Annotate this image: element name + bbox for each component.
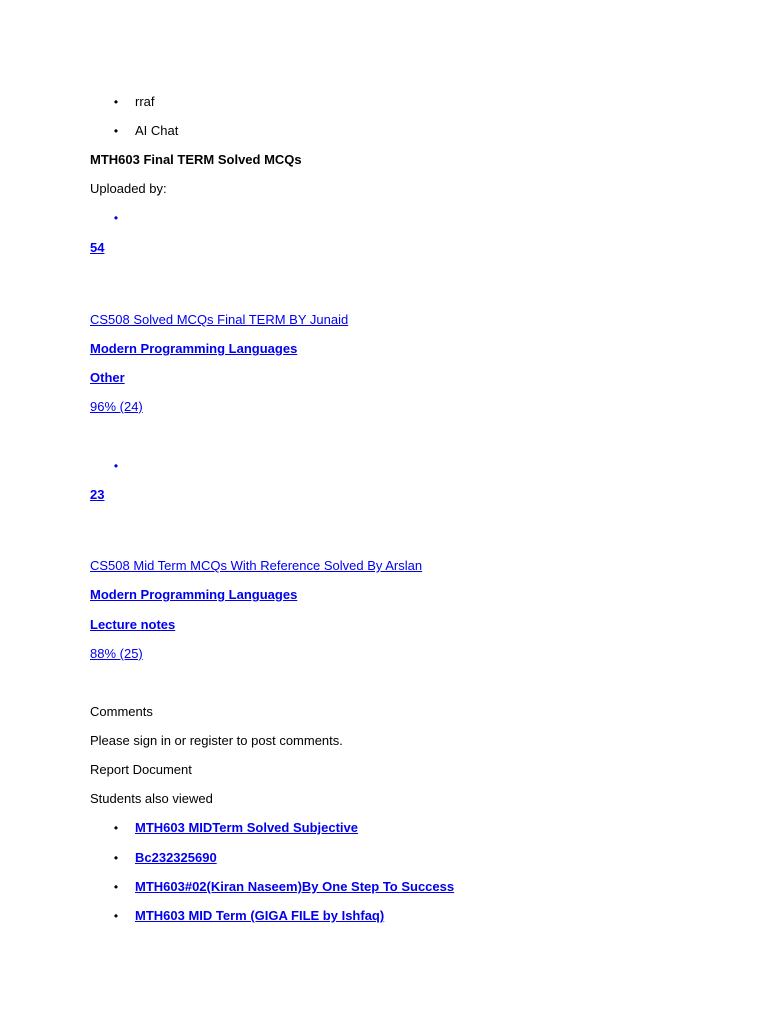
like-count-link[interactable]: 54 bbox=[90, 240, 105, 255]
document-title: MTH603 Final TERM Solved MCQs bbox=[90, 152, 302, 167]
like-count-link[interactable]: 23 bbox=[90, 487, 105, 502]
bullet-icon: • bbox=[113, 821, 119, 835]
related-doc-title-link[interactable]: CS508 Mid Term MCQs With Reference Solved By Arslan bbox=[90, 558, 423, 573]
bullet-icon: • bbox=[113, 95, 119, 109]
nav-item-ai-chat[interactable]: AI Chat bbox=[135, 123, 179, 138]
also-viewed-link[interactable]: Bc232325690 bbox=[135, 850, 217, 865]
bullet-icon: • bbox=[113, 909, 119, 923]
category-link[interactable]: Lecture notes bbox=[90, 617, 176, 632]
related-doc-title-link[interactable]: CS508 Solved MCQs Final TERM BY Junaid bbox=[90, 312, 349, 327]
bullet-icon: • bbox=[113, 211, 119, 225]
bullet-icon: • bbox=[113, 880, 119, 894]
also-viewed-link[interactable]: MTH603 MID Term (GIGA FILE by Ishfaq) bbox=[135, 908, 385, 923]
students-also-viewed-heading: Students also viewed bbox=[90, 791, 213, 806]
comments-heading: Comments bbox=[90, 704, 153, 719]
rating-link[interactable]: 96% (24) bbox=[90, 399, 143, 414]
bullet-icon: • bbox=[113, 124, 119, 138]
also-viewed-link[interactable]: MTH603 MIDTerm Solved Subjective bbox=[135, 820, 358, 835]
course-link[interactable]: Modern Programming Languages bbox=[90, 587, 298, 602]
comments-sign-in-prompt[interactable]: Please sign in or register to post comments. bbox=[90, 733, 343, 748]
uploaded-by-label: Uploaded by: bbox=[90, 181, 167, 196]
bullet-icon: • bbox=[113, 851, 119, 865]
nav-item-rraf[interactable]: rraf bbox=[135, 94, 155, 109]
report-document-button[interactable]: Report Document bbox=[90, 762, 192, 777]
course-link[interactable]: Modern Programming Languages bbox=[90, 341, 298, 356]
also-viewed-link[interactable]: MTH603#02(Kiran Naseem)By One Step To Success bbox=[135, 879, 455, 894]
category-link[interactable]: Other bbox=[90, 370, 125, 385]
bullet-icon: • bbox=[113, 459, 119, 473]
rating-link[interactable]: 88% (25) bbox=[90, 646, 143, 661]
